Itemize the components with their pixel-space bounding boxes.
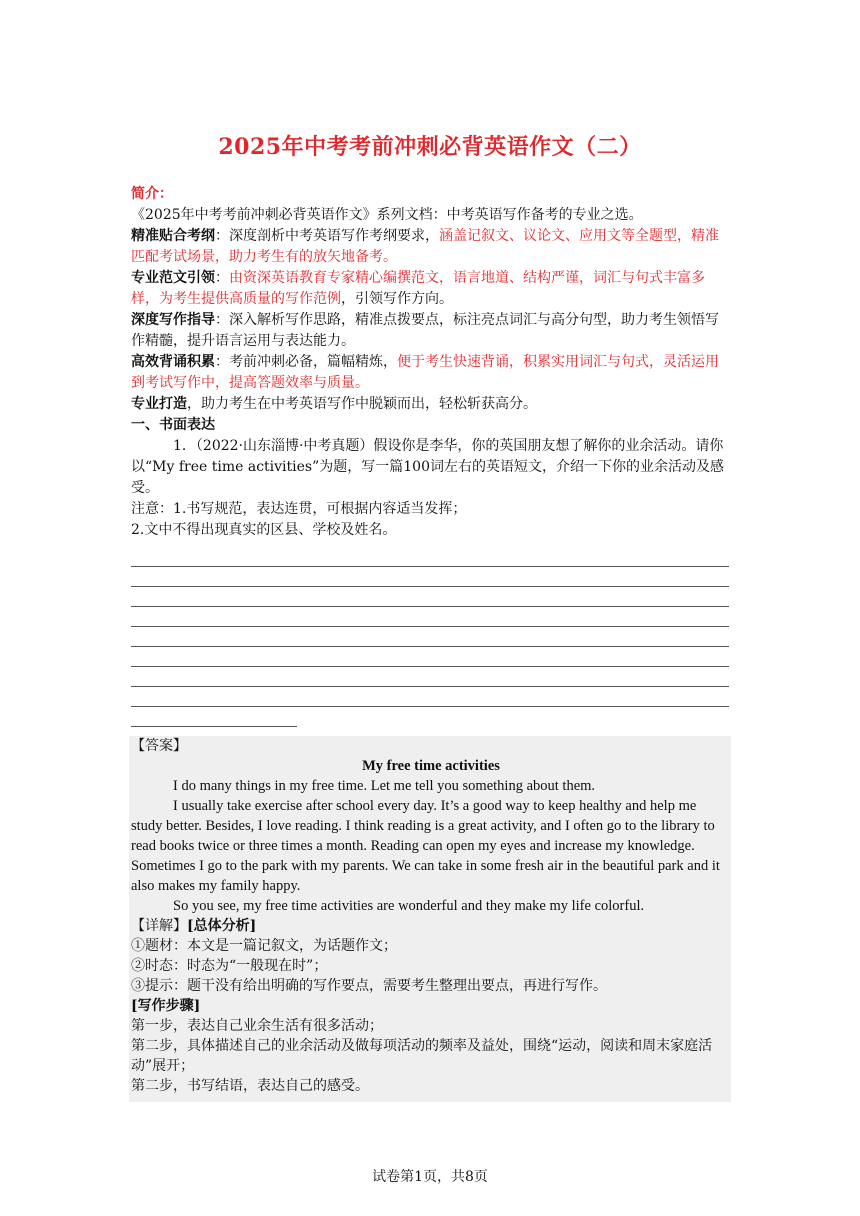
writing-line [131, 647, 729, 667]
intro-para-3 [131, 310, 731, 352]
page-title: 2025年中考考前冲刺必背英语作文（二） [218, 134, 642, 160]
para-highlight: 便于考生快速背诵，积累实用词汇与句式，灵活运用到考试写作中，提高答题效率与质量。 [131, 354, 719, 391]
writing-line [131, 667, 729, 687]
essay-title: My free time activities [362, 758, 500, 774]
para-label: 专业打造 [131, 396, 187, 412]
para-label: 高效背诵积累 [131, 354, 215, 370]
step-item: 第一步，表达自己业余生活有很多活动； [131, 1018, 383, 1034]
section-heading: 一、书面表达 [131, 417, 215, 433]
para-separator: ： [215, 270, 229, 286]
question-text: 1．（2022·山东淄博·中考真题）假设你是李华，你的英国朋友想了解你的业余活动。请你以“My free time activities”为题，写一篇100词左右的英语短文，介绍一下你的业余活动及感受。 [131, 438, 724, 496]
writing-line [131, 547, 729, 567]
para-label: 精准贴合考纲 [131, 228, 215, 244]
writing-line [131, 567, 729, 587]
answer-box [129, 736, 731, 1102]
para-text: ：深入解析写作思路，精准点拨要点，标注亮点词汇与高分句型，助力考生领悟写作精髓，提升语言运用与表达能力。 [131, 312, 719, 349]
essay-paragraph: I do many things in my free time. Let me tell you something about them. [173, 778, 596, 794]
writing-line [131, 587, 729, 607]
intro-para-4 [131, 352, 731, 394]
para-label: 专业范文引领 [131, 270, 215, 286]
intro-para-5 [131, 394, 731, 415]
essay-paragraph: So you see, my free time activities are wonderful and they make my life colorful. [173, 898, 645, 914]
note-line-1: 注意：1.书写规范，表达连贯，可根据内容适当发挥； [131, 501, 467, 517]
answer-writing-lines [131, 547, 731, 727]
page-footer: 试卷第1页，共8页 [372, 1169, 488, 1185]
detail-header [131, 916, 731, 936]
intro-para-1 [131, 226, 731, 268]
writing-line [131, 687, 729, 707]
writing-line [131, 607, 729, 627]
note-line-2: 2.文中不得出现真实的区县、学校及姓名。 [131, 522, 397, 538]
detail-label: 【详解】 [131, 918, 187, 934]
intro-section [131, 184, 731, 727]
para-highlight: 由资深英语教育专家精心编撰范文，语言地道、结构严谨，词汇与句式丰富多样，为考生提供高质量的写作范例 [131, 270, 705, 307]
answer-label: 【答案】 [131, 738, 187, 754]
para-text: ：深度剖析中考英语写作考纲要求， [215, 228, 439, 244]
intro-heading: 简介： [131, 186, 173, 202]
writing-line [131, 707, 297, 727]
para-text: ：考前冲刺必备，篇幅精炼， [215, 354, 397, 370]
steps-heading: [写作步骤] [131, 998, 201, 1014]
analysis-item: ②时态：时态为“一般现在时”； [131, 958, 328, 974]
para-text: ，助力考生在中考英语写作中脱颖而出，轻松斩获高分。 [187, 396, 537, 412]
para-label: 深度写作指导 [131, 312, 215, 328]
step-item: 第二步，具体描述自己的业余活动及做每项活动的频率及益处，围绕“运动，阅读和周末家庭活动”展开； [131, 1038, 713, 1074]
para-text: ，引领写作方向。 [341, 291, 453, 307]
essay-paragraph: I usually take exercise after school every day. It’s a good way to keep healthy and help me study better. Besides, I love reading. I think reading is a great activity, and I often go to the library to read books twice or three times a month. Reading can open my eyes and increase my knowledge. Sometimes I go to the park with my parents. We can take in some fresh air in the beautiful park and it also makes my family happy. [131, 798, 720, 894]
analysis-item: ③提示：题干没有给出明确的写作要点，需要考生整理出要点，再进行写作。 [131, 978, 607, 994]
analysis-item: ①题材：本文是一篇记叙文，为话题作文； [131, 938, 397, 954]
intro-para-2 [131, 268, 731, 310]
detail-heading: [总体分析] [187, 918, 257, 934]
para-highlight: 涵盖记叙文、议论文、应用文等全题型，精准匹配考试场景，助力考生有的放矢地备考。 [131, 228, 719, 265]
step-item: 第二步，书写结语，表达自己的感受。 [131, 1078, 369, 1094]
intro-line: 《2025年中考考前冲刺必背英语作文》系列文档：中考英语写作备考的专业之选。 [131, 207, 643, 223]
writing-line [131, 627, 729, 647]
